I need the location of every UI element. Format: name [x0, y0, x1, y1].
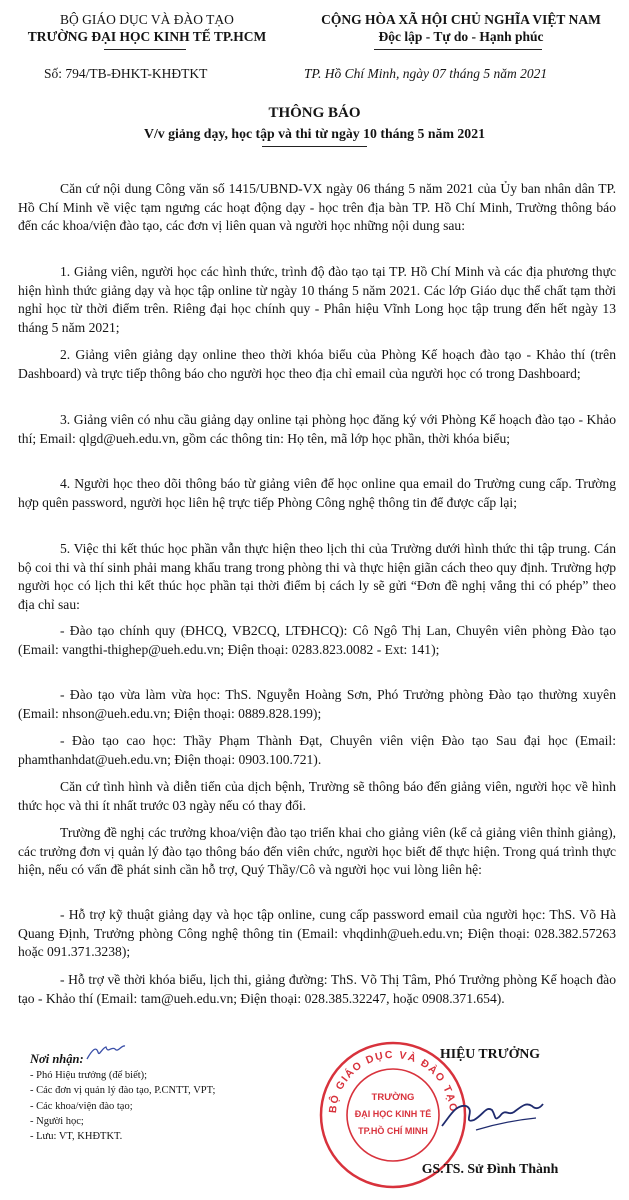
signer-position: HIỆU TRƯỞNG	[439, 1046, 541, 1061]
document-subject: V/v giảng dạy, học tập và thi từ ngày 10 tháng 5 năm 2021	[144, 126, 485, 141]
seal-line-3: TP.HỒ CHÍ MINH	[358, 1126, 428, 1136]
recipients-list	[30, 1068, 330, 1144]
country-name: CỘNG HÒA XÃ HỘI CHỦ NGHĨA VIỆT NAM	[321, 12, 601, 27]
initials-mark	[84, 1042, 128, 1064]
university-name: TRƯỜNG ĐẠI HỌC KINH TẾ TP.HCM	[27, 29, 267, 44]
contact-part-time: - Đào tạo vừa làm vừa học: ThS. Nguyễn Hoàng Sơn, Phó Trưởng phòng Đào tạo thường xuyên (Email: nhson@ueh.edu.vn; Điện thoại: 0889.828.199);	[18, 687, 616, 721]
handwritten-signature	[436, 1080, 546, 1140]
recipients-heading: Nơi nhận:	[30, 1052, 84, 1066]
recipient-item: - Phó Hiệu trưởng (để biết);	[30, 1070, 148, 1081]
item-2: 2. Giảng viên giảng dạy online theo thời khóa biểu của Phòng Kế hoạch đào tạo - Khảo thí (trên Dashboard) và trực tiếp thông báo cho người học theo địa chỉ email của người học có trong Dashboard;	[18, 347, 616, 381]
document-number: Số: 794/TB-ĐHKT-KHĐTKT	[44, 66, 208, 81]
item-4: 4. Người học theo dõi thông báo từ giảng viên để học online qua email do Trường cung cấp. Trường hợp quên password, người học liên hệ trực tiếp Phòng Công nghệ thông tin để được cấp lại;	[18, 476, 616, 510]
header-left-underline	[104, 49, 186, 50]
ministry-name: BỘ GIÁO DỤC VÀ ĐÀO TẠO	[60, 12, 234, 27]
item-3: 3. Giảng viên có nhu cầu giảng dạy online tại phòng học đăng ký với Phòng Kế hoạch đào tạo - Khảo thí; Email: qlgd@ueh.edu.vn, gồm các thông tin: Họ tên, mã lớp học phần, thời khóa biểu;	[18, 412, 616, 446]
motto: Độc lập - Tự do - Hạnh phúc	[378, 29, 544, 44]
recipient-item: - Người học;	[30, 1115, 84, 1127]
situation-paragraph: Căn cứ tình hình và diễn tiến của dịch bệnh, Trường sẽ thông báo đến giảng viên, người học về hình thức học và thi ít nhất trước 03 ngày nếu có thay đổi.	[18, 779, 616, 813]
document-title: THÔNG BÁO	[268, 105, 361, 121]
signer-name: GS.TS. Sử Đình Thành	[421, 1161, 559, 1176]
intro-paragraph: Căn cứ nội dung Công văn số 1415/UBND-VX ngày 06 tháng 5 năm 2021 của Ủy ban nhân dân TP. Hồ Chí Minh về việc tạm ngưng các hoạt động dạy - học trên địa bàn TP. Hồ Chí Minh, Trường thông báo đến các khoa/viện đào tạo, các đơn vị liên quan và người học những nội dung sau:	[18, 181, 616, 233]
item-5: 5. Việc thi kết thúc học phần vẫn thực hiện theo lịch thi của Trường dưới hình thức thi tập trung. Cán bộ coi thi và thí sinh phải mang khẩu trang trong phòng thi và thực hiện giãn cách theo quy định. Trường hợp người học có lịch thi kết thúc học phần tại thời điểm bị cách ly sẽ gửi “Đơn đề nghị vắng thi có phép” theo địa chỉ sau:	[18, 541, 616, 612]
seal-line-1: TRƯỜNG	[371, 1092, 415, 1103]
seal-line-2: ĐẠI HỌC KINH TẾ	[354, 1109, 432, 1119]
header-right-underline	[374, 49, 542, 50]
contact-postgraduate: - Đào tạo cao học: Thầy Phạm Thành Đạt, Chuyên viên viện Đào tạo Sau đại học (Email: phamthanhdat@ueh.edu.vn; Điện thoại: 0903.100.721).	[18, 733, 616, 767]
item-1: 1. Giảng viên, người học các hình thức, trình độ đào tạo tại TP. Hồ Chí Minh và các địa phương thực hiện hình thức giảng dạy và học tập online từ ngày 10 tháng 5 năm 2021. Các lớp Giáo dục thể chất tạm thời nghỉ học từ thời điểm trên. Riêng đại học chính quy - Phân hiệu Vĩnh Long học tập trung đến hết ngày 13 tháng 5 năm 2021;	[18, 264, 616, 335]
place-date: TP. Hồ Chí Minh, ngày 07 tháng 5 năm 2021	[304, 66, 548, 81]
recipient-item: - Các đơn vị quản lý đào tạo, P.CNTT, VPT;	[30, 1085, 216, 1097]
contact-regular: - Đào tạo chính quy (ĐHCQ, VB2CQ, LTĐHCQ): Cô Ngô Thị Lan, Chuyên viên phòng Đào tạo (Email: vangthi-thighep@ueh.edu.vn; Điện thoại: 0283.823.0082 - Ext: 141);	[18, 623, 616, 657]
seal-outer-text: BỘ GIÁO DỤC VÀ ĐÀO TẠO	[326, 1048, 460, 1114]
subject-underline	[262, 146, 367, 147]
support-schedule: - Hỗ trợ về thời khóa biểu, lịch thi, giảng đường: ThS. Võ Thị Tâm, Phó Trưởng phòng Kế hoạch đào tạo - Khảo thí (Email: tam@ueh.edu.vn; Điện thoại: 028.385.32247, hoặc 0908.371.654).	[18, 972, 616, 1006]
recipient-item: - Lưu: VT, KHĐTKT.	[30, 1131, 123, 1143]
request-paragraph: Trường đề nghị các trưởng khoa/viện đào tạo triển khai cho giảng viên (kể cả giảng viên thỉnh giảng), các trưởng đơn vị quản lý đào tạo thông báo đến viên chức, người học biết để thực hiện. Trong quá trình thực hiện, nếu có vấn đề phát sinh cần hỗ trợ, Quý Thầy/Cô và người học vui lòng liên hệ:	[18, 825, 616, 877]
recipient-item: - Các khoa/viện đào tạo;	[30, 1100, 133, 1112]
support-technical: - Hỗ trợ kỹ thuật giảng dạy và học tập online, cung cấp password email của người học: ThS. Võ Hà Quang Định, Trưởng phòng Công nghệ thông tin (Email: vhqdinh@ueh.edu.vn; Điện thoại: 028.382.57263 hoặc 091.371.3238);	[18, 907, 616, 959]
